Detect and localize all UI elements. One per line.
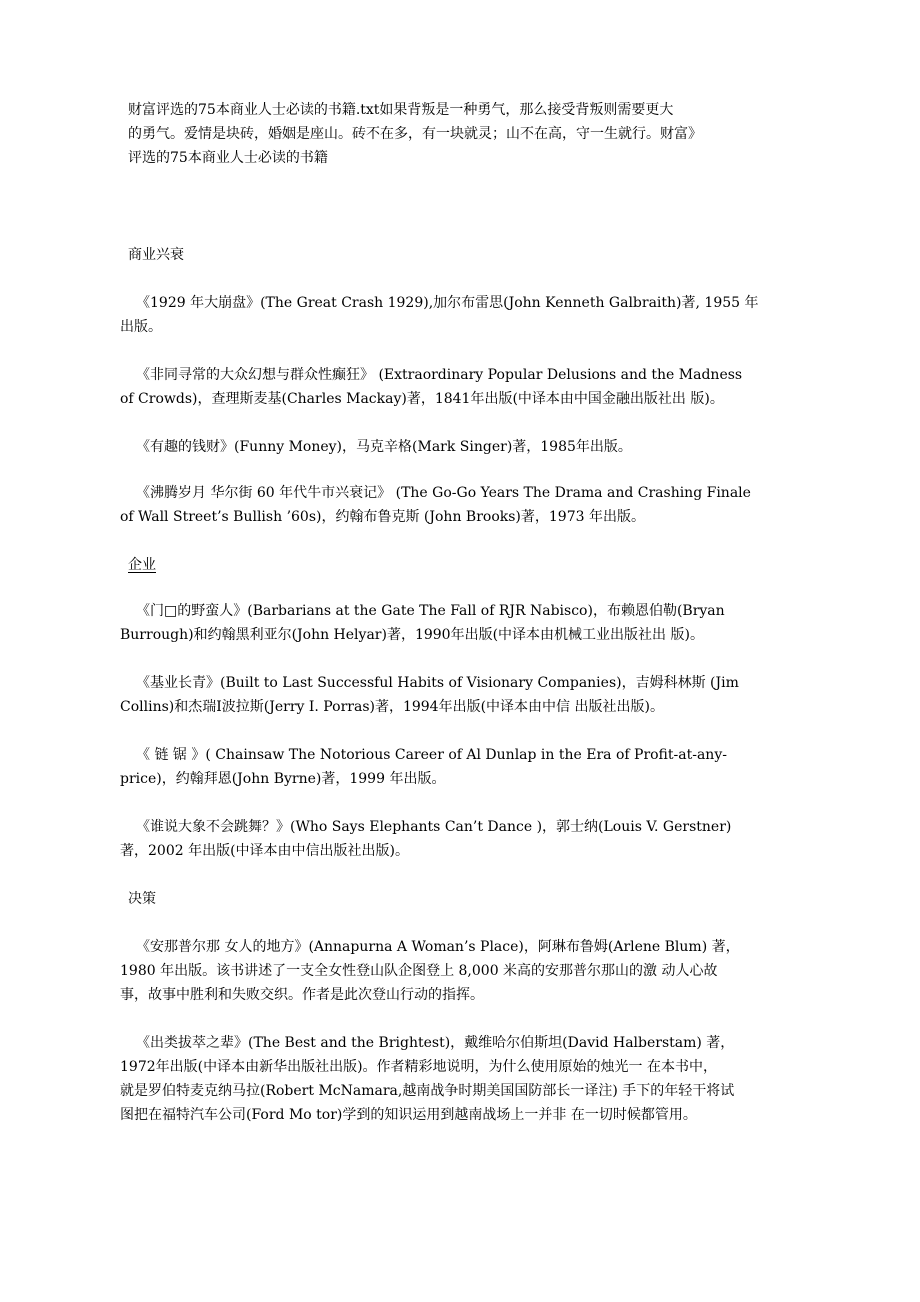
entry-line: 《安那普尔那 女人的地方》(Annapurna A Woman’s Place)，阿琳布鲁姆(Arlene Blum) 著， [136,939,740,955]
entry-line: Collins)和杰瑞I波拉斯(Jerry I. Porras)著，1994年出版(中译本由中信 出版社出版)。 [120,699,664,715]
entry-line: 《门□的野蛮人》(Barbarians at the Gate The Fall of RJR Nabisco)，布赖恩伯勒(Bryan [136,603,725,619]
entry-line: 就是罗伯特麦克纳马拉(Robert McNamara,越南战争时期美国国防部长一译注) 手下的年轻干将试 [120,1083,735,1099]
book-entry [120,743,796,791]
entry-line: 《有趣的钱财》(Funny Money)，马克辛格(Mark Singer)著，1985年出版。 [136,439,632,455]
section-heading-enterprise: 企业 [128,557,156,573]
entry-line: 《谁说大象不会跳舞？》(Who Says Elephants Can’t Dance )，郭士纳(Louis V. Gerstner) [136,819,732,835]
book-entry [120,935,796,1007]
entry-line: Burrough)和约翰黑利亚尔(John Helyar)著，1990年出版(中译本由机械工业出版社出 版)。 [120,627,704,643]
entry-line: 《出类拔萃之辈》(The Best and the Brightest)，戴维哈尔伯斯坦(David Halberstam) 著， [136,1035,735,1051]
book-entry [120,599,796,647]
entry-line: price)，约翰拜恩(John Byrne)著，1999 年出版。 [120,771,446,787]
intro-paragraph [128,98,768,170]
entry-line: 《沸腾岁月 华尔街 60 年代牛市兴衰记》 (The Go-Go Years The Drama and Crashing Finale [136,485,751,501]
entry-line: 《非同寻常的大众幻想与群众性癫狂》 (Extraordinary Popular Delusions and the Madness [136,367,743,383]
entry-line: 1972年出版(中译本由新华出版社出版)。作者精彩地说明，为什么使用原始的烛光一 在本书中， [120,1059,718,1075]
section-heading-rise-fall: 商业兴衰 [128,247,184,263]
entry-line: 图把在福特汽车公司(Ford Mo tor)学到的知识运用到越南战场上一并非 在一切时候都管用。 [120,1107,697,1123]
book-entry [120,481,796,529]
book-entry [120,671,796,719]
book-entry [120,291,796,339]
intro-line-2: 的勇气。爱情是块砖，婚姻是座山。砖不在多，有一块就灵；山不在高，守一生就行。财富》 [128,126,702,142]
entry-line: 《 链 锯 》( Chainsaw The Notorious Career of Al Dunlap in the Era of Profit-at-any- [136,747,727,763]
entry-line: 1980 年出版。该书讲述了一支全女性登山队企图登上 8,000 米高的安那普尔那山的激 动人心故 [120,963,718,979]
entry-line: of Wall Street’s Bullish ’60s)，约翰布鲁克斯 (John Brooks)著，1973 年出版。 [120,509,645,525]
entry-line: 著，2002 年出版(中译本由中信出版社出版)。 [120,843,410,859]
entry-line: 出版。 [120,319,162,335]
entry-line: of Crowds)，查理斯麦基(Charles Mackay)著，1841年出版(中译本由中国金融出版社出 版)。 [120,391,724,407]
book-entry [120,363,796,411]
intro-line-1: 财富评选的75本商业人士必读的书籍.txt如果背叛是一种勇气，那么接受背叛则需要更大 [128,102,674,118]
book-entry [128,435,796,459]
intro-line-3: 评选的75本商业人士必读的书籍 [128,150,328,166]
section-heading-decision: 决策 [128,891,156,907]
book-entry [120,1031,796,1127]
entry-line: 《1929 年大崩盘》(The Great Crash 1929),加尔布雷思(John Kenneth Galbraith)著, 1955 年 [136,295,759,311]
entry-line: 《基业长青》(Built to Last Successful Habits of Visionary Companies)，吉姆科林斯 (Jim [136,675,739,691]
book-entry [120,815,796,863]
entry-line: 事，故事中胜利和失败交织。作者是此次登山行动的指挥。 [120,987,484,1003]
